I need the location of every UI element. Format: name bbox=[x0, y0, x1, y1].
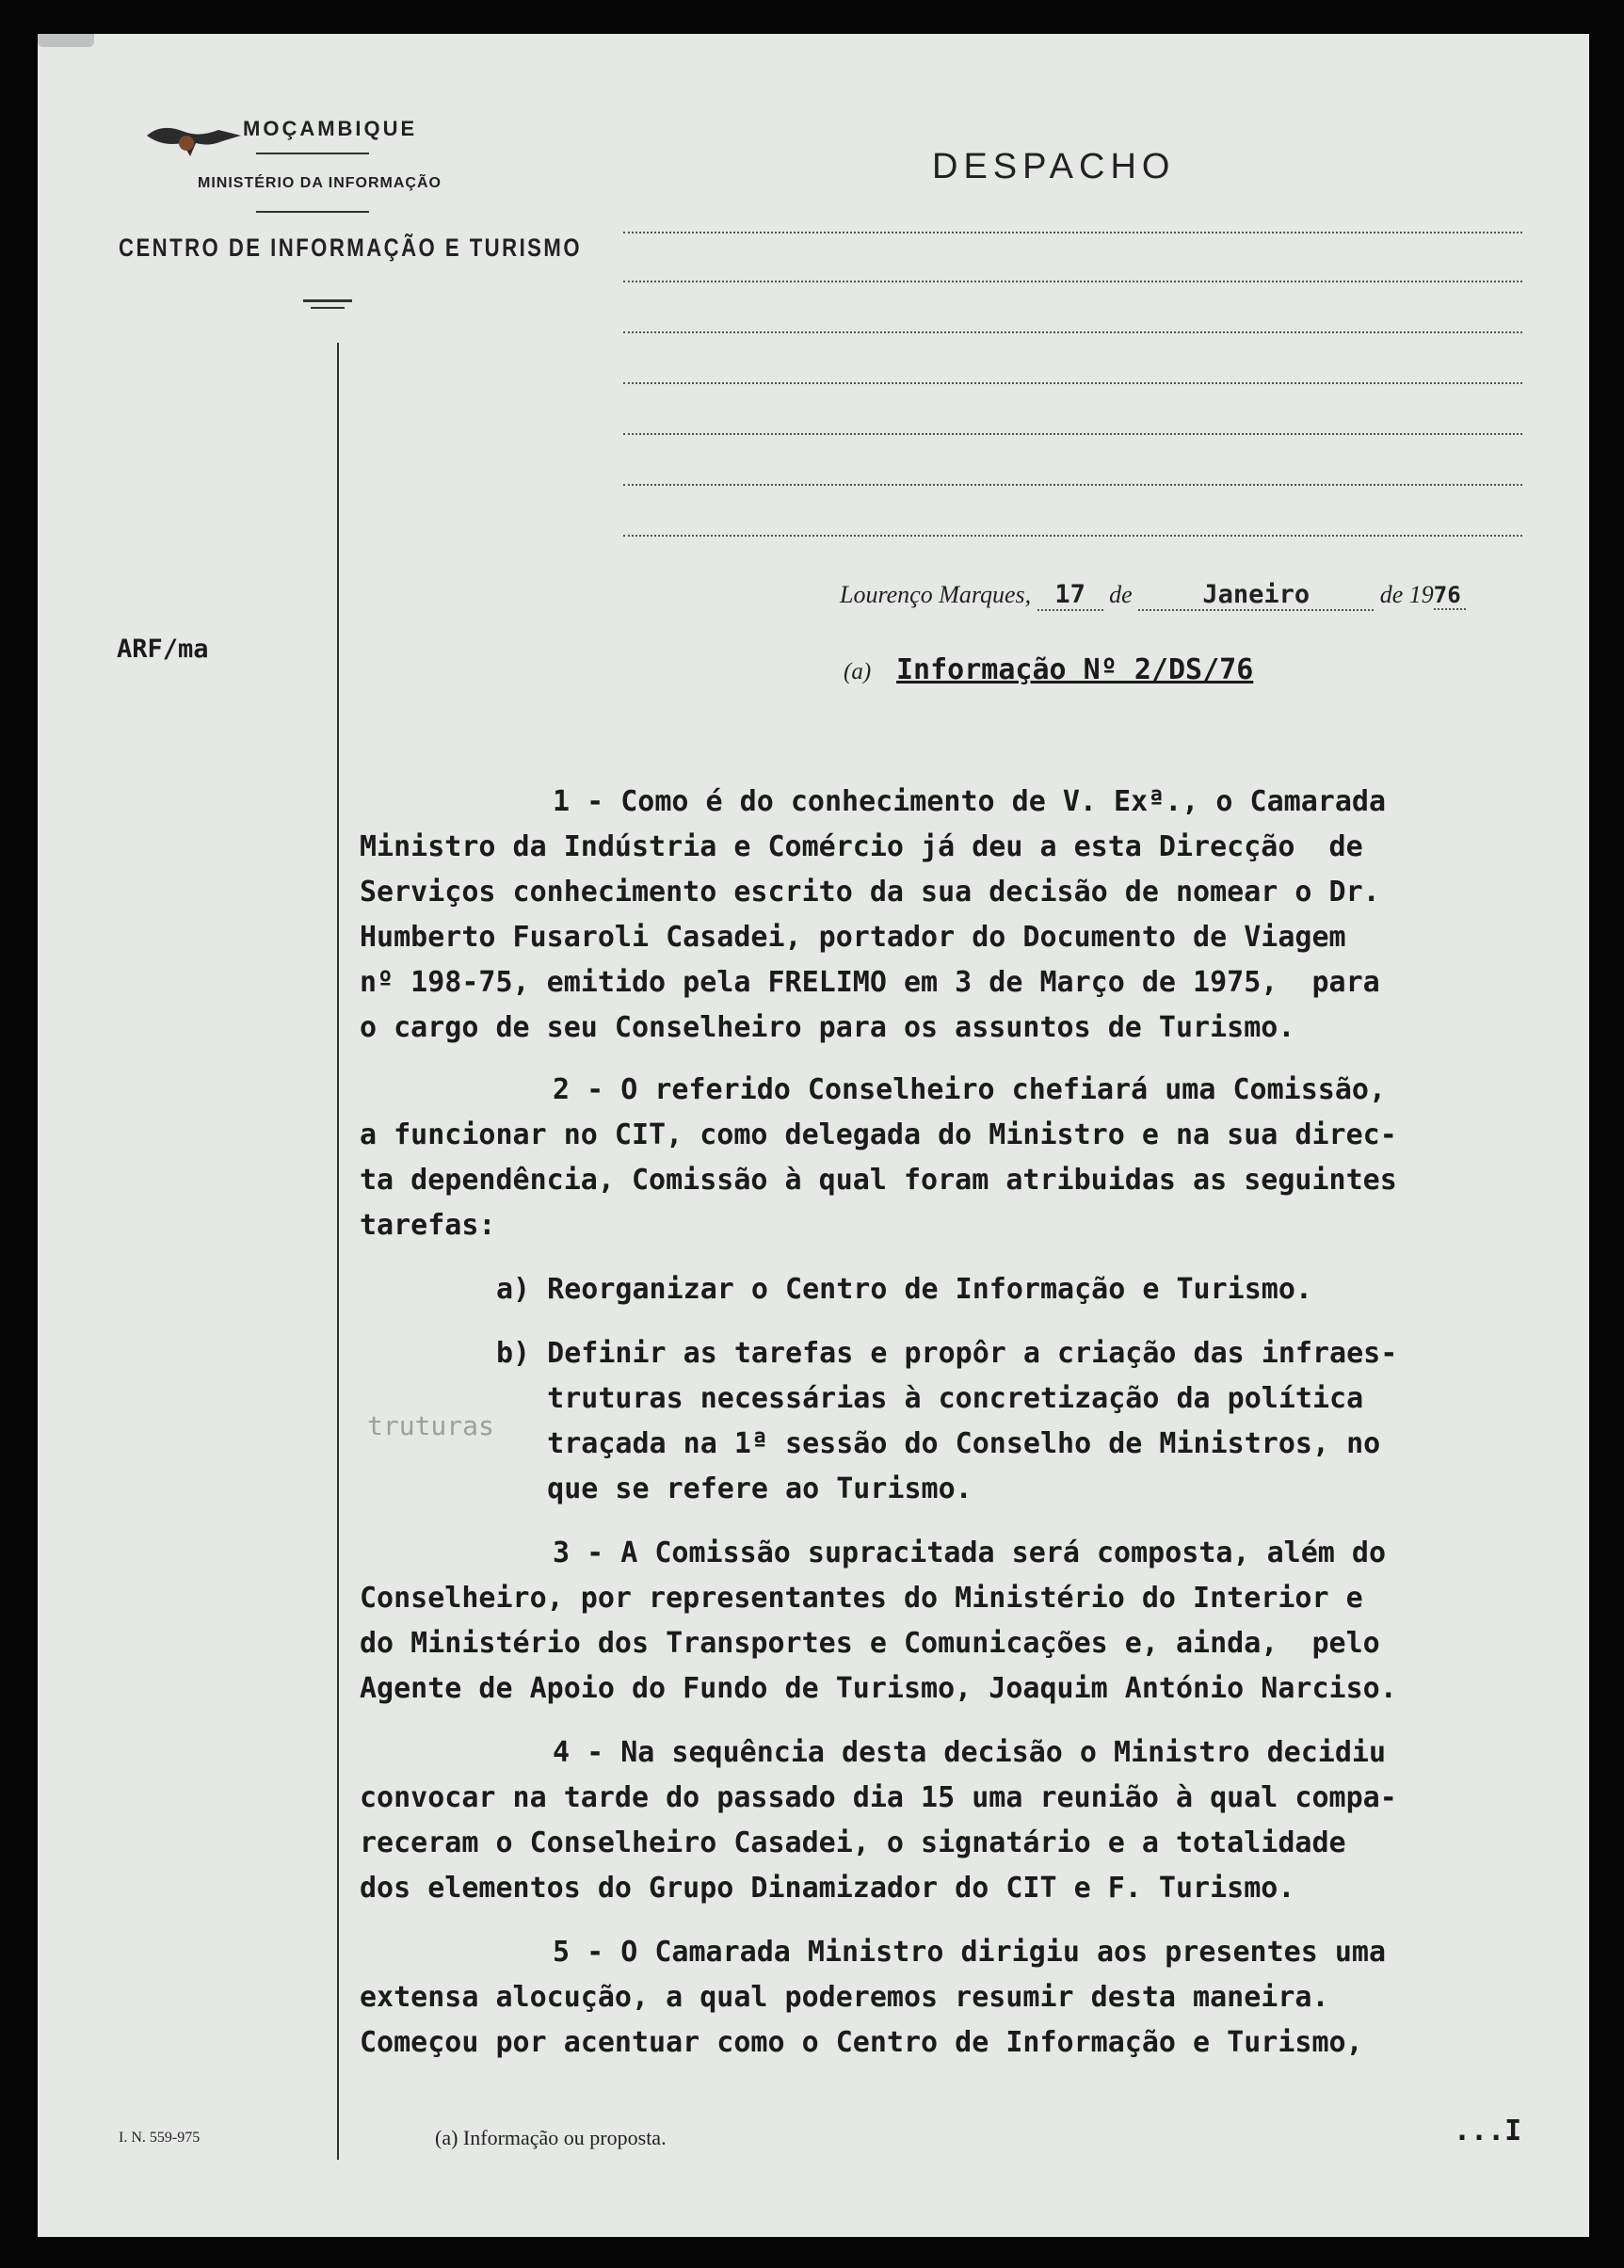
para-2-line-1: 2 - O referido Conselheiro chefiará uma Comissão, bbox=[553, 1073, 1387, 1106]
item-b-line-2: truturas necessárias à concretização da política bbox=[496, 1382, 1364, 1415]
despacho-title: DESPACHO bbox=[932, 147, 1176, 186]
despacho-line-6 bbox=[623, 484, 1522, 486]
info-title: Informação Nº 2/DS/76 bbox=[896, 653, 1254, 686]
para-1-line-6: o cargo de seu Conselheiro para os assuntos de Turismo. bbox=[360, 1011, 1295, 1044]
header-rule-4 bbox=[311, 307, 345, 309]
para-2-line-3: ta dependência, Comissão à qual foram atribuidas as seguintes bbox=[360, 1164, 1397, 1197]
para-3-line-1: 3 - A Comissão supracitada será composta, além do bbox=[553, 1536, 1387, 1569]
emblem-icon bbox=[143, 115, 247, 162]
para-4-line-3: receram o Conselheiro Casadei, o signatário e a totalidade bbox=[360, 1826, 1346, 1859]
item-b-line-3: traçada na 1ª sessão do Conselho de Ministros, no bbox=[496, 1427, 1381, 1460]
item-b-line-1: b) Definir as tarefas e propôr a criação das infraes- bbox=[496, 1337, 1398, 1370]
para-3-line-4: Agente de Apoio do Fundo de Turismo, Joaquim António Narciso. bbox=[360, 1672, 1397, 1705]
form-code: I. N. 559-975 bbox=[119, 2130, 201, 2146]
dateline-year-suffix: 76 bbox=[1434, 582, 1466, 610]
dateline-de-1: de bbox=[1109, 581, 1133, 608]
ministry-heading: MINISTÉRIO DA INFORMAÇÃO bbox=[198, 175, 442, 191]
reference-code: ARF/ma bbox=[117, 635, 209, 664]
dateline-de-2: de bbox=[1379, 581, 1404, 608]
footnote: (a) Informação ou proposta. bbox=[435, 2126, 667, 2149]
dateline-month: Janeiro bbox=[1138, 580, 1374, 611]
info-label: (a) bbox=[844, 659, 872, 684]
para-5-line-3: Começou por acentuar como o Centro de Informação e Turismo, bbox=[360, 2026, 1363, 2059]
header-rule-3 bbox=[303, 299, 352, 302]
header-rule-2 bbox=[256, 211, 369, 213]
document-page bbox=[38, 34, 1589, 2237]
dateline-day: 17 bbox=[1037, 580, 1103, 611]
para-2-line-2: a funcionar no CIT, como delegada do Ministro e na sua direc- bbox=[360, 1118, 1397, 1151]
para-4-line-1: 4 - Na sequência desta decisão o Ministro decidiu bbox=[553, 1736, 1387, 1769]
para-3-line-2: Conselheiro, por representantes do Ministério do Interior e bbox=[360, 1582, 1363, 1615]
para-1-line-1: 1 - Como é do conhecimento de V. Exª., o Camarada bbox=[553, 785, 1387, 818]
para-1-line-2: Ministro da Indústria e Comércio já deu a esta Direcção de bbox=[360, 830, 1363, 863]
dateline-place: Lourenço Marques, bbox=[840, 581, 1032, 608]
despacho-line-4 bbox=[623, 382, 1522, 384]
header-rule-1 bbox=[256, 153, 369, 154]
para-4-line-2: convocar na tarde do passado dia 15 uma reunião à qual compa- bbox=[360, 1781, 1397, 1814]
page-tab bbox=[38, 34, 94, 47]
centre-heading: CENTRO DE INFORMAÇÃO E TURISMO bbox=[119, 233, 582, 262]
despacho-line-1 bbox=[623, 232, 1522, 233]
despacho-line-3 bbox=[623, 331, 1522, 333]
margin-line bbox=[337, 343, 339, 2160]
para-1-line-4: Humberto Fusaroli Casadei, portador do Documento de Viagem bbox=[360, 921, 1346, 954]
dateline bbox=[840, 580, 1466, 611]
para-1-line-5: nº 198-75, emitido pela FRELIMO em 3 de Março de 1975, para bbox=[360, 966, 1380, 999]
para-5-line-1: 5 - O Camarada Ministro dirigiu aos presentes uma bbox=[553, 1936, 1387, 1969]
item-a: a) Reorganizar o Centro de Informação e Turismo. bbox=[496, 1273, 1312, 1306]
para-5-line-2: extensa alocução, a qual poderemos resumir desta maneira. bbox=[360, 1981, 1329, 2014]
para-3-line-3: do Ministério dos Transportes e Comunicações e, ainda, pelo bbox=[360, 1627, 1380, 1660]
item-b-line-4: que se refere ao Turismo. bbox=[496, 1472, 973, 1505]
despacho-line-7 bbox=[623, 535, 1522, 537]
continuation-mark: ...I bbox=[1454, 2115, 1522, 2147]
para-1-line-3: Serviços conhecimento escrito da sua decisão de nomear o Dr. bbox=[360, 876, 1380, 909]
despacho-line-5 bbox=[623, 433, 1522, 435]
margin-note: truturas bbox=[367, 1410, 494, 1441]
country-heading: MOÇAMBIQUE bbox=[243, 117, 418, 140]
dateline-year-prefix: 19 bbox=[1408, 581, 1434, 608]
despacho-line-2 bbox=[623, 281, 1522, 282]
para-2-line-4: tarefas: bbox=[360, 1209, 496, 1242]
para-4-line-4: dos elementos do Grupo Dinamizador do CIT e F. Turismo. bbox=[360, 1872, 1295, 1905]
